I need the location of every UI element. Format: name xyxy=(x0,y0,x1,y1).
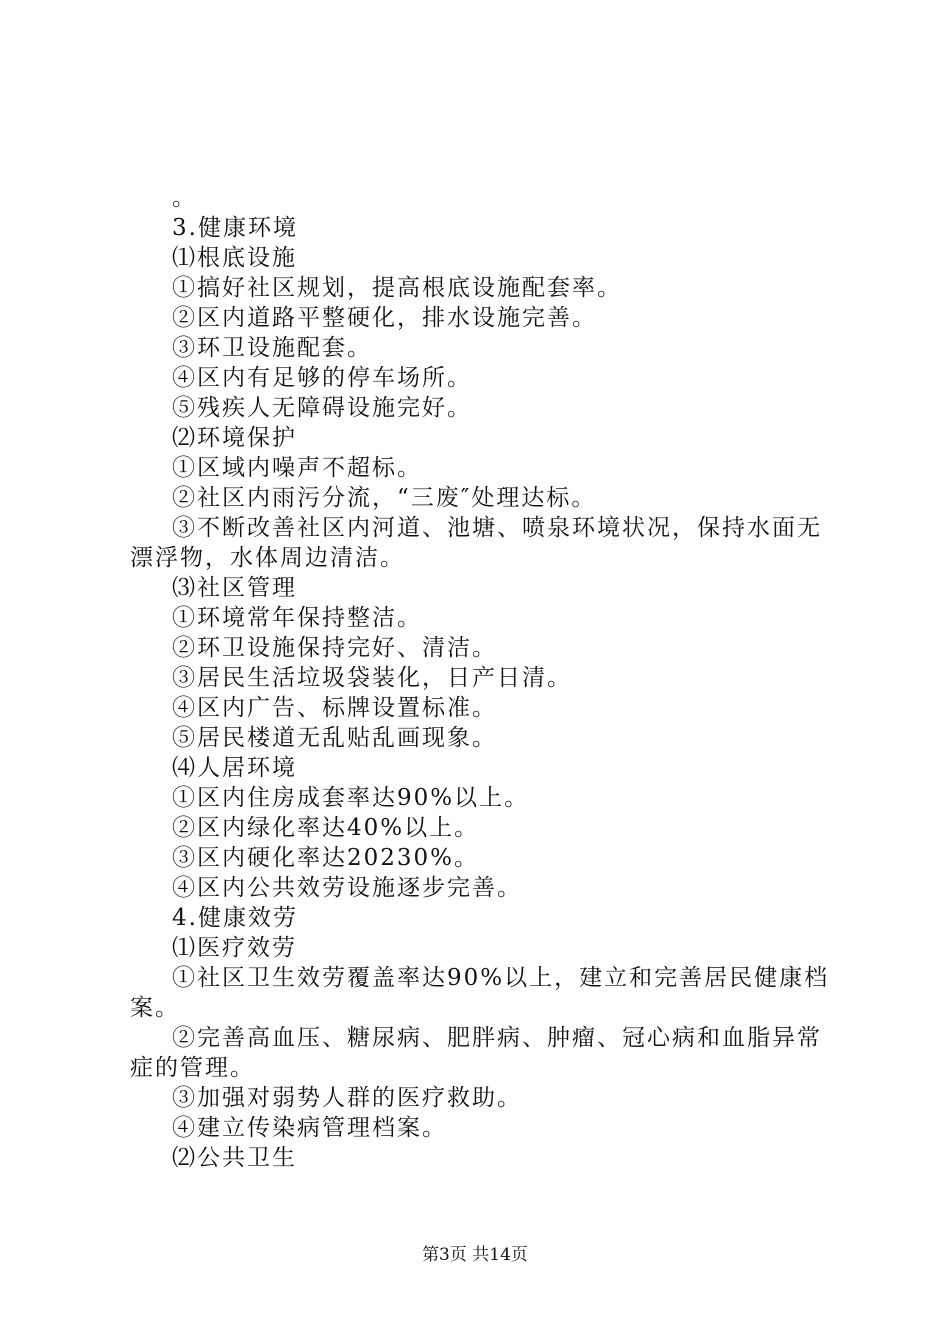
section-heading: 4.健康效劳 xyxy=(172,905,298,931)
subsection-heading: ⑴医疗效劳 xyxy=(172,935,297,961)
document-body xyxy=(130,183,830,1173)
text-line: 。 xyxy=(172,185,197,211)
subsection-heading: ⑵公共卫生 xyxy=(172,1145,297,1171)
list-item: ⑤居民楼道无乱贴乱画现象。 xyxy=(172,725,497,751)
list-item: ①环境常年保持整洁。 xyxy=(172,605,422,631)
subsection-heading: ⑴根底设施 xyxy=(172,245,297,271)
list-item: ④区内广告、标牌设置标准。 xyxy=(172,695,497,721)
list-item: ②区内绿化率达40%以上。 xyxy=(172,815,480,841)
list-item: ③居民生活垃圾袋装化，日产日清。 xyxy=(172,665,572,691)
list-item: ②社区内雨污分流，“三废″处理达标。 xyxy=(172,485,597,511)
list-item: ①社区卫生效劳覆盖率达90%以上，建立和完善居民健康档案。 xyxy=(130,965,830,1021)
list-item: ④区内公共效劳设施逐步完善。 xyxy=(172,875,522,901)
list-item: ①区域内噪声不超标。 xyxy=(172,455,422,481)
list-item: ①搞好社区规划，提高根底设施配套率。 xyxy=(172,275,622,301)
list-item: ③不断改善社区内河道、池塘、喷泉环境状况，保持水面无漂浮物，水体周边清洁。 xyxy=(130,515,822,571)
list-item: ④建立传染病管理档案。 xyxy=(172,1115,447,1141)
list-item: ④区内有足够的停车场所。 xyxy=(172,365,472,391)
subsection-heading: ⑵环境保护 xyxy=(172,425,297,451)
list-item: ⑤残疾人无障碍设施完好。 xyxy=(172,395,472,421)
subsection-heading: ⑷人居环境 xyxy=(172,755,297,781)
list-item: ③加强对弱势人群的医疗救助。 xyxy=(172,1085,522,1111)
list-item: ③区内硬化率达20230%。 xyxy=(172,845,480,871)
section-heading: 3.健康环境 xyxy=(172,215,298,241)
list-item: ②完善高血压、糖尿病、肥胖病、肿瘤、冠心病和血脂异常症的管理。 xyxy=(130,1025,822,1081)
subsection-heading: ⑶社区管理 xyxy=(172,575,297,601)
list-item: ②环卫设施保持完好、清洁。 xyxy=(172,635,497,661)
list-item: ①区内住房成套率达90%以上。 xyxy=(172,785,530,811)
page-footer: 第3页 共14页 xyxy=(422,1245,528,1265)
list-item: ②区内道路平整硬化，排水设施完善。 xyxy=(172,305,597,331)
list-item: ③环卫设施配套。 xyxy=(172,335,372,361)
